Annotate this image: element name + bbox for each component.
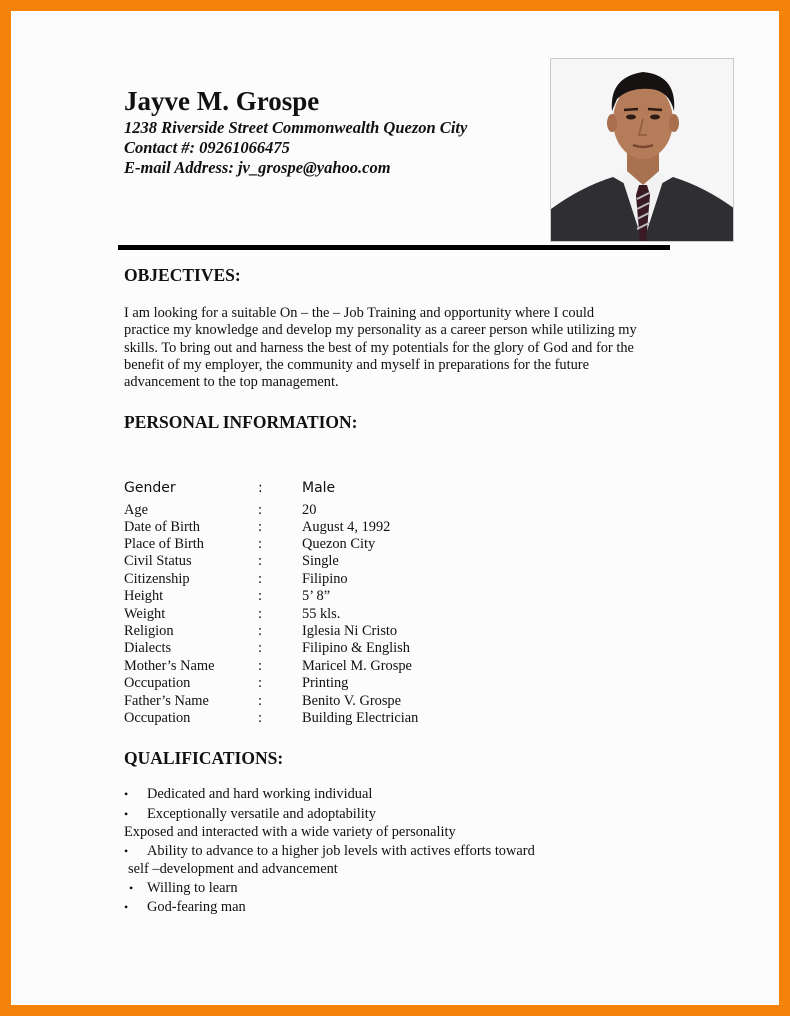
info-row-fathers-name xyxy=(124,693,484,711)
info-value: 5’ 8” xyxy=(302,588,331,604)
info-value: Male xyxy=(302,480,336,496)
info-row-civil-status xyxy=(124,553,484,571)
qualification-text: Willing to learn xyxy=(147,880,238,896)
info-value: 20 xyxy=(302,502,317,518)
info-separator: : xyxy=(258,606,262,622)
header-divider xyxy=(118,245,670,250)
info-value: Maricel M. Grospe xyxy=(302,658,412,674)
qualification-text: Ability to advance to a higher job levels with actives efforts toward xyxy=(147,843,535,859)
info-label: Date of Birth xyxy=(124,519,200,535)
info-separator: : xyxy=(258,623,262,639)
contact-number: Contact #: 09261066475 xyxy=(124,138,290,157)
info-row-citizenship xyxy=(124,571,484,589)
info-label: Occupation xyxy=(124,710,191,726)
info-value: Building Electrician xyxy=(302,710,419,726)
info-separator: : xyxy=(258,710,262,726)
info-separator: : xyxy=(258,519,262,535)
qualification-text: Exposed and interacted with a wide variety of personality xyxy=(124,824,456,840)
objectives-line: practice my knowledge and develop my personality as a career person while utilizing my xyxy=(124,322,637,339)
info-label: Gender xyxy=(124,480,176,496)
email-address: E-mail Address: jv_grospe@yahoo.com xyxy=(124,158,391,177)
bullet-icon: • xyxy=(124,807,129,821)
info-label: Dialects xyxy=(124,640,172,656)
info-row-place-of-birth xyxy=(124,536,484,554)
resume-page xyxy=(11,11,779,1005)
personal-info-heading: PERSONAL INFORMATION: xyxy=(124,412,358,432)
info-label: Father’s Name xyxy=(124,693,209,709)
info-value: Single xyxy=(302,553,339,569)
info-value: Filipino xyxy=(302,571,348,587)
info-label: Civil Status xyxy=(124,553,192,569)
objectives-line: benefit of my employer, the community and myself in preparations for the future xyxy=(124,356,589,373)
applicant-name: Jayve M. Grospe xyxy=(124,86,320,116)
address-line: 1238 Riverside Street Commonwealth Quezon City xyxy=(124,118,468,137)
info-label: Occupation xyxy=(124,675,191,691)
info-value: 55 kls. xyxy=(302,606,341,622)
info-separator: : xyxy=(258,480,263,496)
bullet-icon: • xyxy=(124,900,129,914)
info-label: Mother’s Name xyxy=(124,658,215,674)
info-separator: : xyxy=(258,502,262,518)
info-value: Printing xyxy=(302,675,349,691)
info-label: Citizenship xyxy=(124,571,190,587)
info-row-date-of-birth xyxy=(124,519,484,537)
person-portrait-icon xyxy=(551,59,734,242)
info-separator: : xyxy=(258,693,262,709)
info-row-weight xyxy=(124,606,484,624)
info-label: Age xyxy=(124,502,148,518)
info-separator: : xyxy=(258,553,262,569)
info-row-dialects xyxy=(124,640,484,658)
qualification-text: Dedicated and hard working individual xyxy=(147,786,373,802)
info-row-father-occupation xyxy=(124,710,484,728)
objectives-heading: OBJECTIVES: xyxy=(124,265,241,285)
qualification-text: self –development and advancement xyxy=(128,861,338,877)
info-separator: : xyxy=(258,675,262,691)
objectives-line: I am looking for a suitable On – the – Job Training and opportunity where I could xyxy=(124,305,595,321)
info-value: Filipino & English xyxy=(302,640,410,656)
objectives-text xyxy=(124,305,669,391)
info-value: Benito V. Grospe xyxy=(302,693,402,709)
qualifications-heading: QUALIFICATIONS: xyxy=(124,748,284,768)
info-separator: : xyxy=(258,571,262,587)
info-row-gender xyxy=(124,480,484,498)
info-separator: : xyxy=(258,588,262,604)
info-separator: : xyxy=(258,640,262,656)
info-value: Quezon City xyxy=(302,536,376,552)
qualification-text: God-fearing man xyxy=(147,899,246,915)
info-separator: : xyxy=(258,536,262,552)
info-row-mother-occupation xyxy=(124,675,484,693)
info-label: Religion xyxy=(124,623,174,639)
info-label: Height xyxy=(124,588,164,604)
info-row-height xyxy=(124,588,484,606)
profile-photo xyxy=(550,58,734,242)
qualification-text: Exceptionally versatile and adoptability xyxy=(147,806,376,822)
info-label: Place of Birth xyxy=(124,536,204,552)
info-row-mothers-name xyxy=(124,658,484,676)
info-value: Iglesia Ni Cristo xyxy=(302,623,398,639)
objectives-line: skills. To bring out and harness the best of my potentials for the glory of God and for the xyxy=(124,339,634,356)
info-value: August 4, 1992 xyxy=(302,519,391,535)
bullet-icon: • xyxy=(124,787,129,801)
objectives-line: advancement to the top management. xyxy=(124,374,339,391)
info-label: Weight xyxy=(124,606,166,622)
bullet-icon: • xyxy=(129,881,134,895)
info-row-age xyxy=(124,502,484,520)
bullet-icon: • xyxy=(124,844,129,858)
info-separator: : xyxy=(258,658,262,674)
info-row-religion xyxy=(124,623,484,641)
